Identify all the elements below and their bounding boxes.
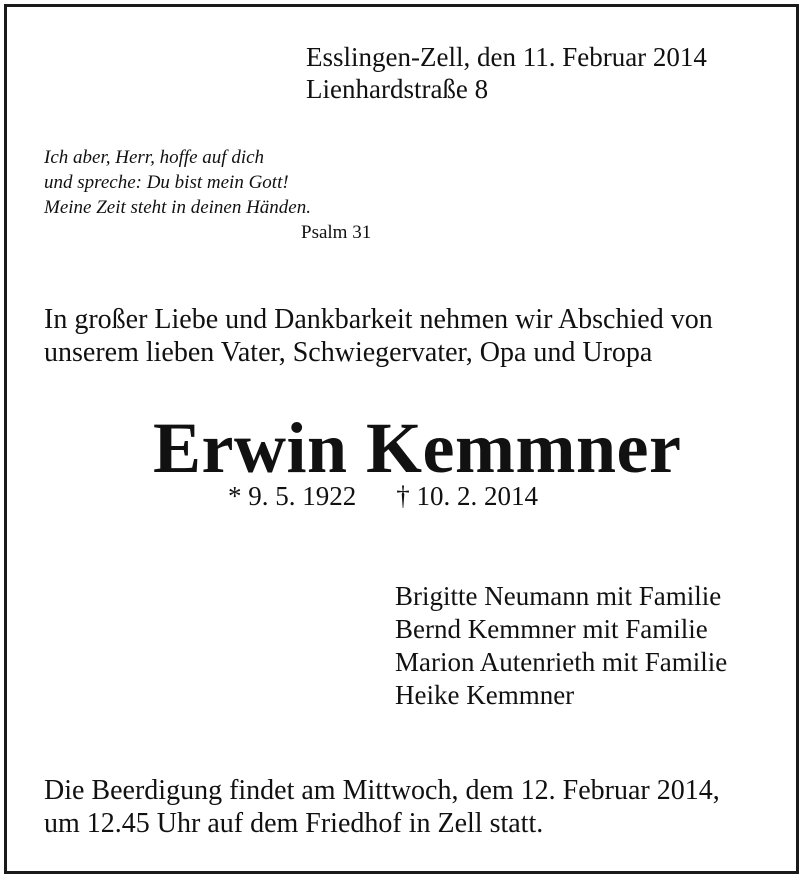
life-dates [228,483,538,510]
intro-line-2: unserem lieben Vater, Schwiegervater, Opa und Uropa [44,337,653,368]
birth-date: * 9. 5. 1922 [228,481,357,511]
funeral-line-1: Die Beerdigung findet am Mittwoch, dem 12. Februar 2014, [44,775,720,806]
deceased-name: Erwin Kemmner [153,408,682,488]
verse-line-1: Ich aber, Herr, hoffe auf dich [44,147,265,168]
mourner-4: Heike Kemmner [395,680,575,710]
place-date-prefix: Esslingen-Zell, den [306,42,523,72]
death-date: † 10. 2. 2014 [396,481,538,511]
mourner-1: Brigitte Neumann mit Familie [395,581,722,611]
verse-line-3: Meine Zeit steht in deinen Händen. [44,197,311,218]
mourner-2: Bernd Kemmner mit Familie [395,614,708,644]
address-line: Lienhardstraße 8 [306,74,489,104]
place-date-line [306,44,707,71]
date-day: 11. [522,42,556,72]
date-rest: Februar 2014 [555,42,707,72]
verse-line-2: und spreche: Du bist mein Gott! [44,172,289,193]
verse-reference: Psalm 31 [301,222,372,243]
intro-line-1: In großer Liebe und Dankbarkeit nehmen wir Abschied von [44,304,713,335]
funeral-line-2: um 12.45 Uhr auf dem Friedhof in Zell statt. [44,808,544,839]
mourner-3: Marion Autenrieth mit Familie [395,647,728,677]
